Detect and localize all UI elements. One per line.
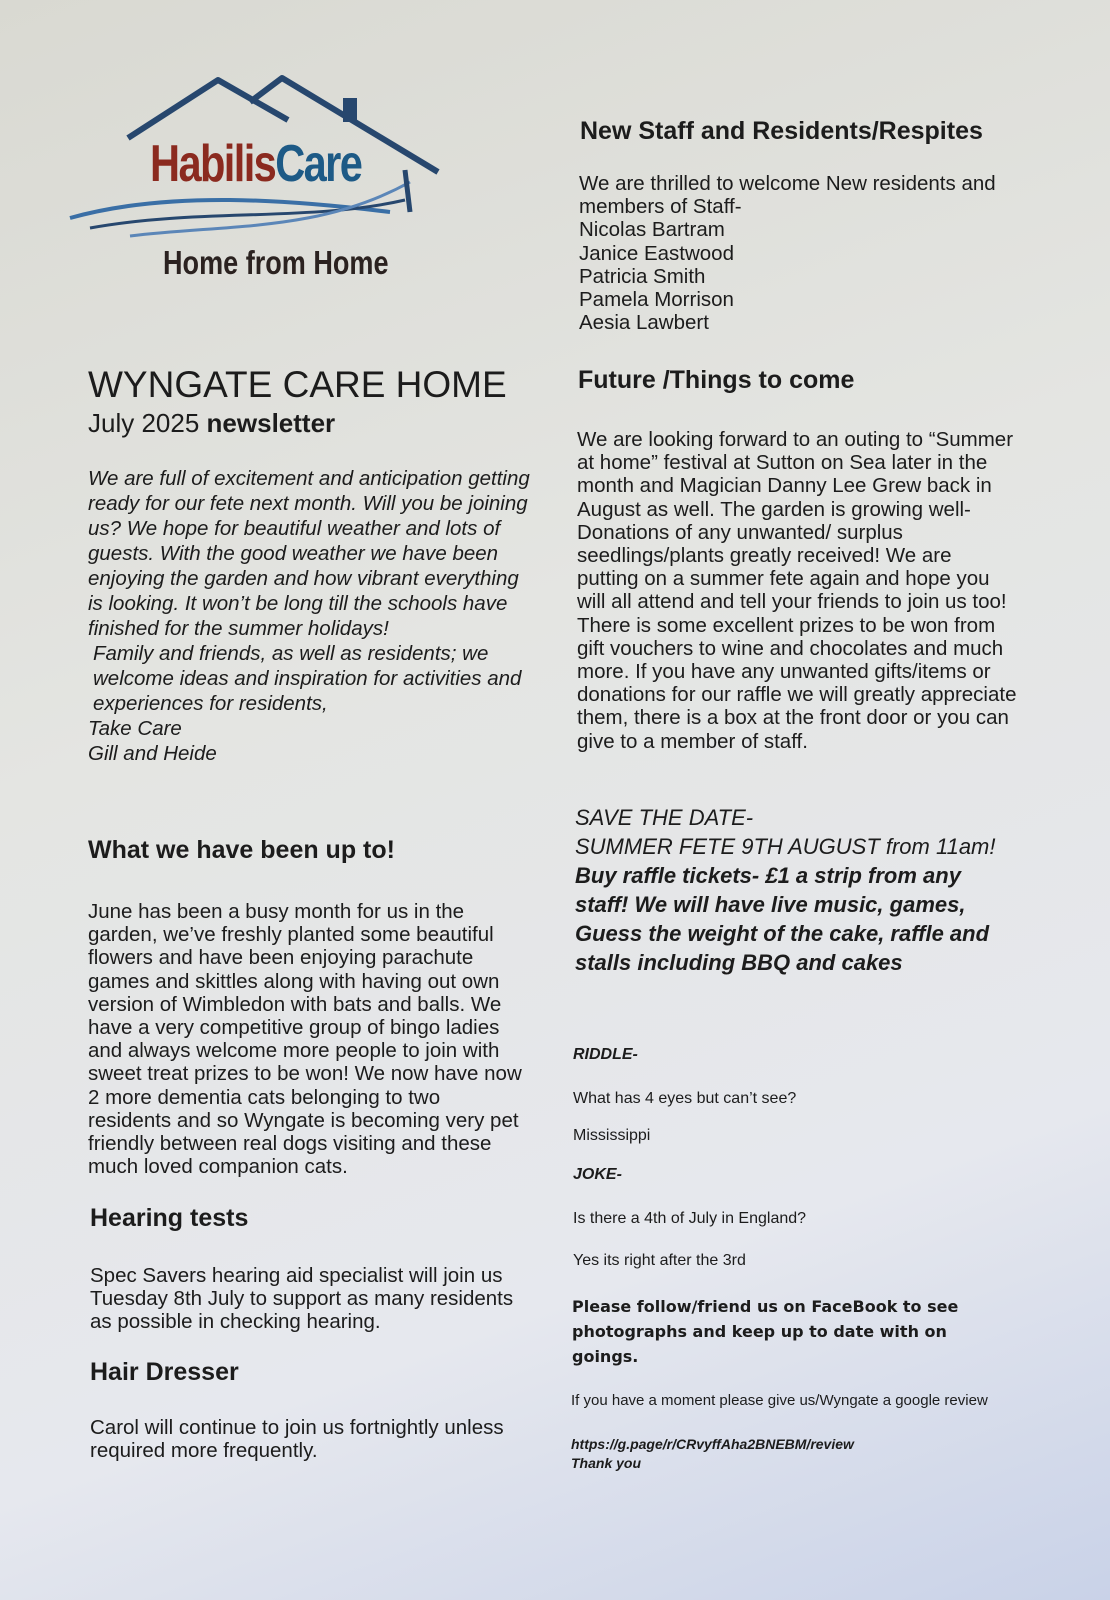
newsletter-subtitle (88, 408, 335, 439)
newsletter-month: July 2025 (88, 408, 200, 438)
intro-paragraph-2: Family and friends, as well as residents; we welcome ideas and inspiration for activities and experiences for residents, (93, 642, 522, 715)
review-url[interactable]: https://g.page/r/CRvyffAha2BNEBM/review (571, 1436, 854, 1452)
hair-heading: Hair Dresser (90, 1358, 239, 1386)
list-item: Janice Eastwood (579, 241, 734, 265)
newsletter-word: newsletter (206, 408, 336, 438)
save-date-line-1: SAVE THE DATE- (575, 805, 754, 830)
save-date-line-2: SUMMER FETE 9TH AUGUST from 11am! (575, 834, 996, 859)
logo-word-care: Care (275, 135, 362, 193)
new-staff-text (579, 172, 1029, 334)
riddle-answer: Mississippi (573, 1127, 651, 1144)
hair-text (90, 1416, 535, 1462)
thank-you-text: Thank you (571, 1455, 642, 1471)
intro-signoff: Take Care (88, 717, 182, 740)
newsletter-title: WYNGATE CARE HOME (88, 364, 507, 405)
save-date-line-3: Buy raffle tickets- £1 a strip from any staff! We will have live music, games, Guess the weight of the cake, raffle and stalls including BBQ and cakes (575, 863, 990, 975)
list-item: Pamela Morrison (579, 288, 734, 312)
new-staff-intro: We are thrilled to welcome New residents and members of Staff- (579, 172, 996, 219)
logo-word-habilis: Habilis (150, 135, 276, 193)
riddle-label: RIDDLE- (573, 1046, 638, 1063)
joke-question: Is there a 4th of July in England? (573, 1210, 807, 1227)
list-item: Nicolas Bartram (579, 218, 725, 242)
up-to-paragraph: June has been a busy month for us in the garden, we’ve freshly planted some beautiful flowers and have been enjoying parachute games and skittles along with having out own version of Wimbledon with bats and balls. We have a very competitive group of bingo ladies and always welcome more people to join with sweet treat prizes to be won! We now have now 2 more dementia cats belonging to two residents and so Wyngate is becoming very pet friendly between real dogs visiting and these much loved companion cats. (88, 900, 522, 1179)
hearing-text (90, 1264, 535, 1334)
google-review-text: If you have a moment please give us/Wyngate a google review (571, 1392, 988, 1409)
facebook-follow-text: Please follow/friend us on FaceBook to see photographs and keep up to date with on goings. (572, 1297, 959, 1366)
riddle-question: What has 4 eyes but can’t see? (573, 1090, 797, 1107)
habilis-care-logo (60, 72, 460, 292)
save-the-date (575, 803, 1015, 977)
list-item: Aesia Lawbert (579, 311, 709, 335)
logo-wordmark (150, 134, 361, 194)
intro-text (88, 466, 538, 766)
up-to-heading: What we have been up to! (88, 836, 395, 864)
joke-answer: Yes its right after the 3rd (573, 1252, 746, 1269)
list-item: Patricia Smith (579, 264, 706, 288)
hearing-paragraph: Spec Savers hearing aid specialist will join us Tuesday 8th July to support as many residents as possible in checking hearing. (90, 1264, 514, 1334)
future-paragraph: We are looking forward to an outing to “Summer at home” festival at Sutton on Sea later in the month and Magician Danny Lee Grew back in August as well. The garden is growing well- Donations of any unwanted/ surplus seedlings/plants greatly received! We are putting on a summer fete again and hope you will all attend and tell your friends to join us too! There is some excellent prizes to be won from gift vouchers to wine and chocolates and much more. If you have any unwanted gifts/items or donations for our raffle we will greatly appreciate them, there is a box at the front door or you can give to a member of staff. (577, 428, 1017, 753)
intro-paragraph-1: We are full of excitement and anticipation getting ready for our fete next month. Will you be joining us? We hope for beautiful weather and lots of guests. With the good weather we have been enjoying the garden and how vibrant everything is looking. It won’t be long till the schools have finished for the summer holidays! (88, 467, 530, 640)
joke-label: JOKE- (573, 1166, 622, 1183)
hair-paragraph: Carol will continue to join us fortnightly unless required more frequently. (90, 1416, 504, 1463)
future-text (577, 428, 1017, 753)
future-heading: Future /Things to come (578, 366, 855, 394)
intro-signers: Gill and Heide (88, 742, 217, 765)
logo-tagline: Home from Home (163, 244, 389, 281)
up-to-text (88, 900, 528, 1178)
new-staff-list (579, 218, 1029, 334)
hearing-heading: Hearing tests (90, 1204, 249, 1232)
new-staff-heading: New Staff and Residents/Respites (580, 117, 983, 145)
